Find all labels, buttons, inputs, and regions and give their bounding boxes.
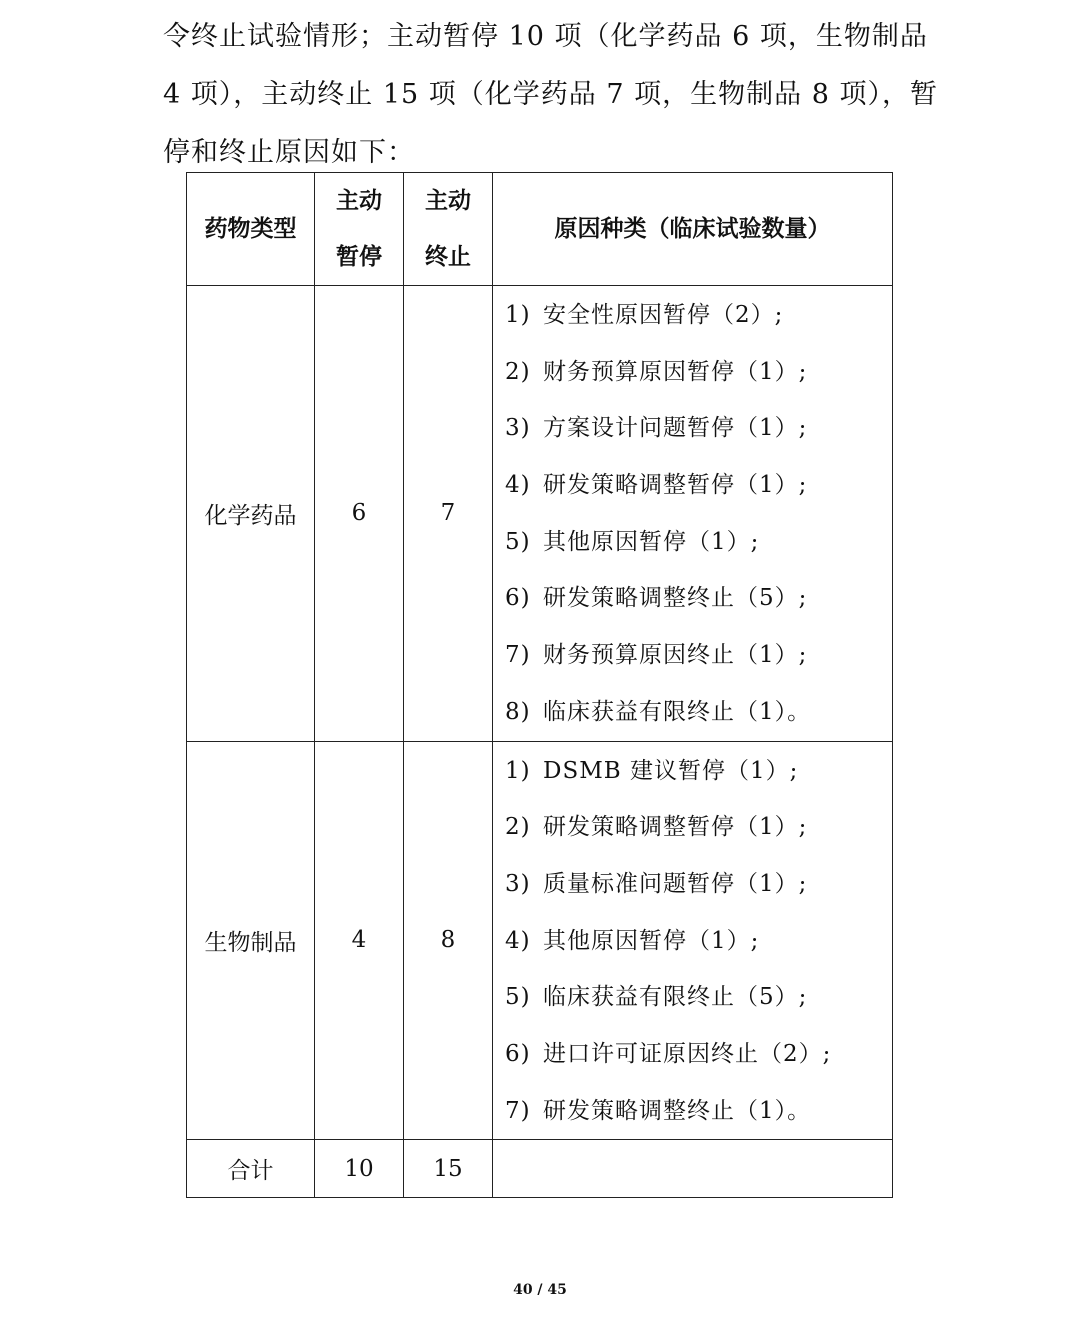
header-drug-type: 药物类型: [187, 173, 315, 286]
cell-total-pause: 10: [315, 1140, 404, 1198]
header-terminate-line1: 主动: [425, 187, 471, 214]
item-number: 7): [505, 642, 531, 669]
list-item: [505, 287, 892, 344]
list-item: [505, 1026, 892, 1083]
item-text: 财务预算原因暂停（1）;: [543, 358, 808, 385]
cell-terminate-count: 8: [404, 741, 493, 1140]
item-text: 质量标准问题暂停（1）;: [543, 870, 808, 897]
item-number: 1): [505, 302, 531, 328]
cell-pause-count: 4: [315, 741, 404, 1140]
header-pause: [315, 173, 404, 286]
cell-reasons: [493, 741, 893, 1140]
header-pause-line1: 主动: [336, 187, 382, 214]
list-item: [505, 400, 892, 457]
list-item: [505, 627, 892, 684]
item-number: 4): [505, 472, 531, 499]
list-item: [505, 457, 892, 514]
item-text: 研发策略调整终止（1）。: [543, 1097, 812, 1124]
cell-reasons: [493, 286, 893, 742]
item-text: 研发策略调整终止（5）;: [543, 585, 808, 612]
table-row-biological: [187, 741, 893, 1140]
list-item: [505, 1083, 892, 1140]
cell-terminate-count: 7: [404, 286, 493, 742]
item-number: 2): [505, 358, 531, 385]
item-text: 研发策略调整暂停（1）;: [543, 472, 808, 499]
list-item: [505, 969, 892, 1026]
cell-total-label: 合计: [187, 1140, 315, 1198]
intro-line: 4 项），主动终止 15 项（化学药品 7 项，生物制品 8 项），暂: [163, 79, 938, 110]
item-text: 其他原因暂停（1）;: [543, 927, 760, 954]
cell-total-reasons: [493, 1140, 893, 1198]
cell-drug-type: 化学药品: [187, 286, 315, 742]
header-reasons: 原因种类（临床试验数量）: [493, 173, 893, 286]
header-pause-line2: 暂停: [336, 243, 382, 270]
list-item: [505, 570, 892, 627]
item-text: 安全性原因暂停（2）;: [543, 302, 784, 328]
intro-line: 令终止试验情形；主动暂停 10 项（化学药品 6 项，生物制品: [163, 21, 928, 52]
table-row-chemical: [187, 286, 893, 742]
item-number: 2): [505, 814, 531, 841]
intro-paragraph: [163, 8, 938, 182]
list-item: [505, 514, 892, 571]
item-number: 6): [505, 585, 531, 612]
list-item: [505, 344, 892, 401]
reasons-table: [186, 172, 893, 1198]
cell-drug-type: 生物制品: [187, 741, 315, 1140]
list-item: [505, 799, 892, 856]
reasons-list: [505, 286, 892, 741]
list-item: [505, 913, 892, 970]
item-number: 5): [505, 528, 531, 555]
header-terminate-line2: 终止: [425, 243, 471, 270]
list-item: [505, 856, 892, 913]
cell-pause-count: 6: [315, 286, 404, 742]
item-text: DSMB 建议暂停（1）;: [543, 757, 799, 784]
item-text: 方案设计问题暂停（1）;: [543, 415, 808, 442]
intro-line: 停和终止原因如下：: [163, 137, 415, 168]
item-text: 临床获益有限终止（1）。: [543, 698, 812, 725]
table-row-total: [187, 1140, 893, 1198]
item-text: 研发策略调整暂停（1）;: [543, 814, 808, 841]
table-header-row: [187, 173, 893, 286]
cell-total-terminate: 15: [404, 1140, 493, 1198]
item-number: 8): [505, 698, 531, 725]
item-number: 5): [505, 984, 531, 1011]
header-terminate: [404, 173, 493, 286]
list-item: [505, 743, 892, 800]
page-number: 40 / 45: [513, 1282, 567, 1298]
item-text: 其他原因暂停（1）;: [543, 528, 760, 555]
item-number: 6): [505, 1040, 531, 1067]
reasons-list: [505, 742, 892, 1140]
item-number: 3): [505, 415, 531, 442]
item-number: 1): [505, 757, 531, 784]
item-number: 4): [505, 927, 531, 954]
item-number: 7): [505, 1097, 531, 1124]
item-text: 临床获益有限终止（5）;: [543, 984, 808, 1011]
list-item: [505, 684, 892, 741]
item-text: 财务预算原因终止（1）;: [543, 642, 808, 669]
item-text: 进口许可证原因终止（2）;: [543, 1040, 832, 1067]
item-number: 3): [505, 870, 531, 897]
